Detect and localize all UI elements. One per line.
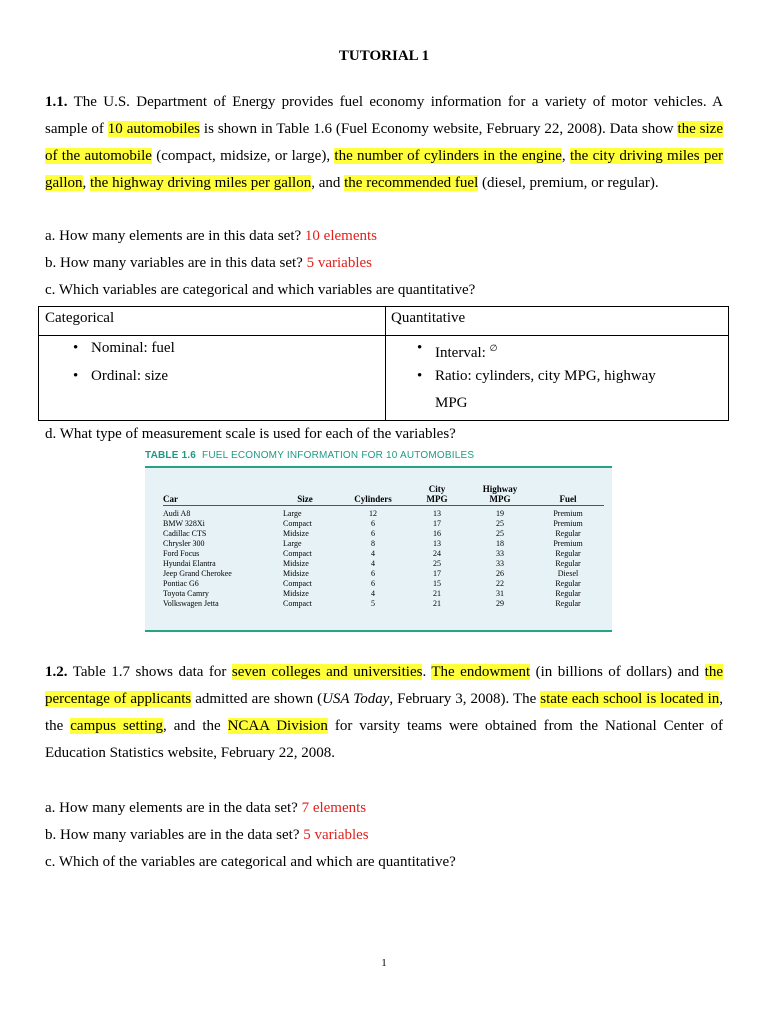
table-cell: 6 [371,579,375,588]
table-cell: Large [283,509,302,518]
table-cell: 25 [433,559,441,568]
table-cell: Midsize [283,569,309,578]
ordinal-item: • Ordinal: size [73,368,169,384]
table-cell: 8 [371,539,375,548]
variable-type-table [38,306,729,421]
highlight: The endowment [431,664,531,680]
table-cell: 6 [371,569,375,578]
table-cell: Volkswagen Jetta [163,599,219,608]
source-italic: USA Today [322,691,390,707]
table-cell: 17 [433,519,441,528]
table-cell: Chrysler 300 [163,539,205,548]
table-cell: 5 [371,599,375,608]
table-cell: BMW 328Xi [163,519,205,528]
table-cell: 25 [496,529,504,538]
table-cell: Regular [555,559,581,568]
question-1-2-c: c. Which of the variables are categorical and which are quantitative? [45,854,456,870]
table-cell: Regular [555,599,581,608]
table-cell: 6 [371,519,375,528]
table-cell: Midsize [283,529,309,538]
car-column [163,509,273,609]
table-cell: Premium [553,519,583,528]
question-1-1-c: c. Which variables are categorical and which variables are quantitative? [45,282,476,298]
highlight: the number of cylinders in the engine [334,148,562,164]
table-cell: 26 [496,569,504,578]
table-cell: Jeep Grand Cherokee [163,569,232,578]
quantitative-header: Quantitative [391,310,466,326]
answer-text: 10 elements [304,228,377,244]
nominal-item: • Nominal: fuel [73,340,175,356]
question-1-1-text: 1.1. The U.S. Department of Energy provides fuel economy information for a variety of motor vehicles. A sample of 10 automobiles is shown in Table 1.6 (Fuel Economy website, February 22, 2008). Data show the size of the automobile (compact, midsize, or large), the number of cylinders in the engine, the city driving miles per gallon, the highway driving miles per gallon, and the recommended fuel (diesel, premium, or regular). [45,94,724,191]
answer-text: 5 variables [303,827,369,843]
question-1-2-b: b. How many variables are in the data set? 5 variables [45,827,369,843]
question-1-1-d: d. What type of measurement scale is used for each of the variables? [45,426,456,442]
highlight: the highway driving miles per gallon [90,175,312,191]
table-cell: 33 [496,559,504,568]
interval-item: • Interval: ∅ [417,340,498,361]
table-cell: 6 [371,529,375,538]
highlight: the city driving miles per gallon [45,148,723,191]
highlight: 10 automobiles [107,121,201,137]
col-header-city: City MPG [426,484,448,504]
question-1-2-text: 1.2. Table 1.7 shows data for seven colleges and universities. The endowment (in billions of dollars) and the percentage of applicants admitted are shown (USA Today, February 3, 2008). The state each school is located in, the campus setting, and the NCAA Division for varsity teams were obtained from the National Center of Education Statistics website, February 22, 2008. [45,664,723,761]
page-number: 1 [381,957,387,969]
col-header-car: Car [163,494,178,504]
fuel-economy-table [145,466,612,632]
page-title: TUTORIAL 1 [338,48,430,64]
table-cell: Cadillac CTS [163,529,207,538]
col-header-cylinders: Cylinders [354,494,392,504]
table-cell: Premium [553,539,583,548]
table-cell: 4 [371,589,375,598]
col-header-highway: Highway MPG [482,484,518,504]
table-cell: Premium [553,509,583,518]
table-cell: Large [283,539,302,548]
table-cell: 21 [433,599,441,608]
table-cell: Regular [555,589,581,598]
table-cell: Compact [283,549,312,558]
col-header-fuel: Fuel [559,494,577,504]
table-cell: 12 [369,509,377,518]
table-cell: 33 [496,549,504,558]
table-cell: Regular [555,579,581,588]
size-column [283,509,333,609]
table-cell: Midsize [283,589,309,598]
table-cell: Compact [283,519,312,528]
empty-set-symbol: ∅ [489,343,498,353]
table-cell: 16 [433,529,441,538]
ratio-item-continued: MPG [435,395,468,411]
highlight: the recommended fuel [344,175,479,191]
highlight: NCAA Division [227,718,328,734]
highlight: seven colleges and universities [231,664,423,680]
table-cell: Hyundai Elantra [163,559,216,568]
table-cell: Compact [283,579,312,588]
highway-mpg-column [475,509,525,609]
ratio-item: • Ratio: cylinders, city MPG, highway [417,368,656,384]
table-cell: Midsize [283,559,309,568]
table-cell: Regular [555,529,581,538]
table-cell: 4 [371,559,375,568]
answer-text: 7 elements [301,800,367,816]
table-cell: Compact [283,599,312,608]
table-cell: 29 [496,599,504,608]
categorical-header: Categorical [45,310,115,326]
cylinders-column [343,509,403,609]
answer-text: 5 variables [306,255,372,271]
table-cell: 18 [496,539,504,548]
table-cell: Audi A8 [163,509,191,518]
table-1-6-caption: TABLE 1.6 FUEL ECONOMY INFORMATION FOR 10 AUTOMOBILES [145,450,475,461]
question-1-1-a: a. How many elements are in this data set? 10 elements [45,228,377,244]
table-cell: 15 [433,579,441,588]
table-cell: 13 [433,509,441,518]
highlight: the size of the automobile [45,121,724,164]
table-cell: 25 [496,519,504,528]
table-cell: 31 [496,589,504,598]
table-cell: 19 [496,509,504,518]
highlight: state each school is located in [540,691,720,707]
table-cell: Regular [555,549,581,558]
table-cell: 22 [496,579,504,588]
city-mpg-column [417,509,457,609]
col-header-size: Size [297,494,313,504]
question-number: 1.1. [45,94,68,110]
highlight: campus setting [70,718,164,734]
table-cell: 21 [433,589,441,598]
table-cell: Toyota Camry [163,589,209,598]
table-cell: 13 [433,539,441,548]
fuel-column [543,509,593,609]
table-cell: 24 [433,549,441,558]
table-cell: Ford Focus [163,549,200,558]
highlight: the percentage of applicants [45,664,723,707]
table-cell: 4 [371,549,375,558]
table-cell: Pontiac G6 [163,579,199,588]
question-1-1-b: b. How many variables are in this data set? 5 variables [45,255,372,271]
question-number: 1.2. [45,664,68,680]
question-1-2-a: a. How many elements are in the data set? 7 elements [45,800,367,816]
table-cell: Diesel [557,569,579,578]
table-cell: 17 [433,569,441,578]
